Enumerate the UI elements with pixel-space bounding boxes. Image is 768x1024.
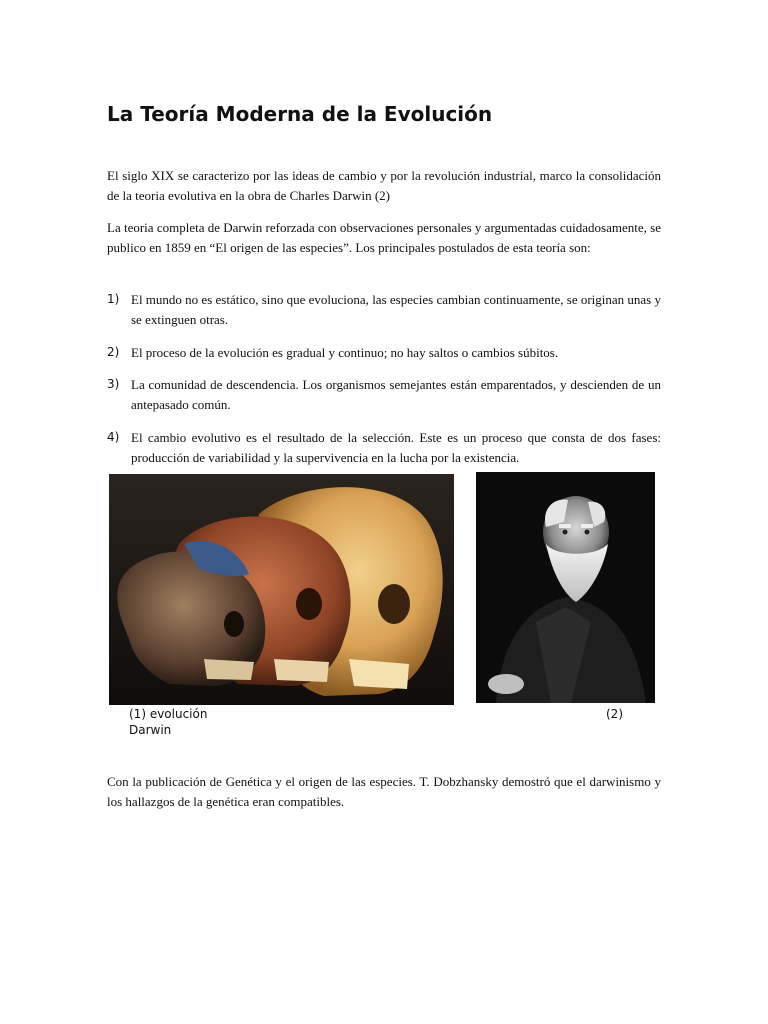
list-number: 3) — [107, 377, 120, 391]
caption-darwin-name: Darwin — [129, 723, 172, 737]
list-text: El cambio evolutivo es el resultado de la selección. Este es un proceso que consta de dos fases: producción de variabilidad y la supervivencia en la lucha por la existencia. — [131, 430, 661, 465]
page-title: La Teoría Moderna de la Evolución — [107, 102, 493, 126]
list-item — [107, 428, 661, 467]
list-text: El proceso de la evolución es gradual y continuo; no hay saltos o cambios súbitos. — [131, 345, 559, 360]
list-number: 1) — [107, 292, 120, 306]
caption-evolution: (1) evolución — [129, 707, 208, 721]
darwin-illustration — [476, 472, 655, 703]
list-number: 4) — [107, 430, 120, 444]
list-item — [107, 375, 661, 414]
skulls-evolution-image — [109, 474, 454, 705]
darwin-portrait-image — [476, 472, 655, 703]
list-text: La comunidad de descendencia. Los organismos semejantes están emparentados, y descienden de un antepasado común. — [131, 377, 661, 412]
list-text: El mundo no es estático, sino que evoluciona, las especies cambian continuamente, se originan unas y se extinguen otras. — [131, 292, 661, 327]
list-item — [107, 290, 661, 329]
intro-paragraph: El siglo XIX se caracterizo por las ideas de cambio y por la revolución industrial, marco la consolidación de la teoria evolutiva en la obra de Charles Darwin (2) — [107, 168, 661, 203]
list-number: 2) — [107, 345, 120, 359]
caption-darwin-number: (2) — [606, 707, 623, 721]
closing-paragraph: Con la publicación de Genética y el origen de las especies. T. Dobzhansky demostró que el darwinismo y los hallazgos de la genética eran compatibles. — [107, 774, 661, 809]
skulls-illustration — [109, 474, 454, 705]
list-item — [107, 343, 661, 363]
theory-paragraph: La teoria completa de Darwin reforzada con observaciones personales y argumentadas cuidadosamente, se publico en 1859 en “El origen de las especies”. Los principales postulados de esta teoría son: — [107, 220, 661, 255]
